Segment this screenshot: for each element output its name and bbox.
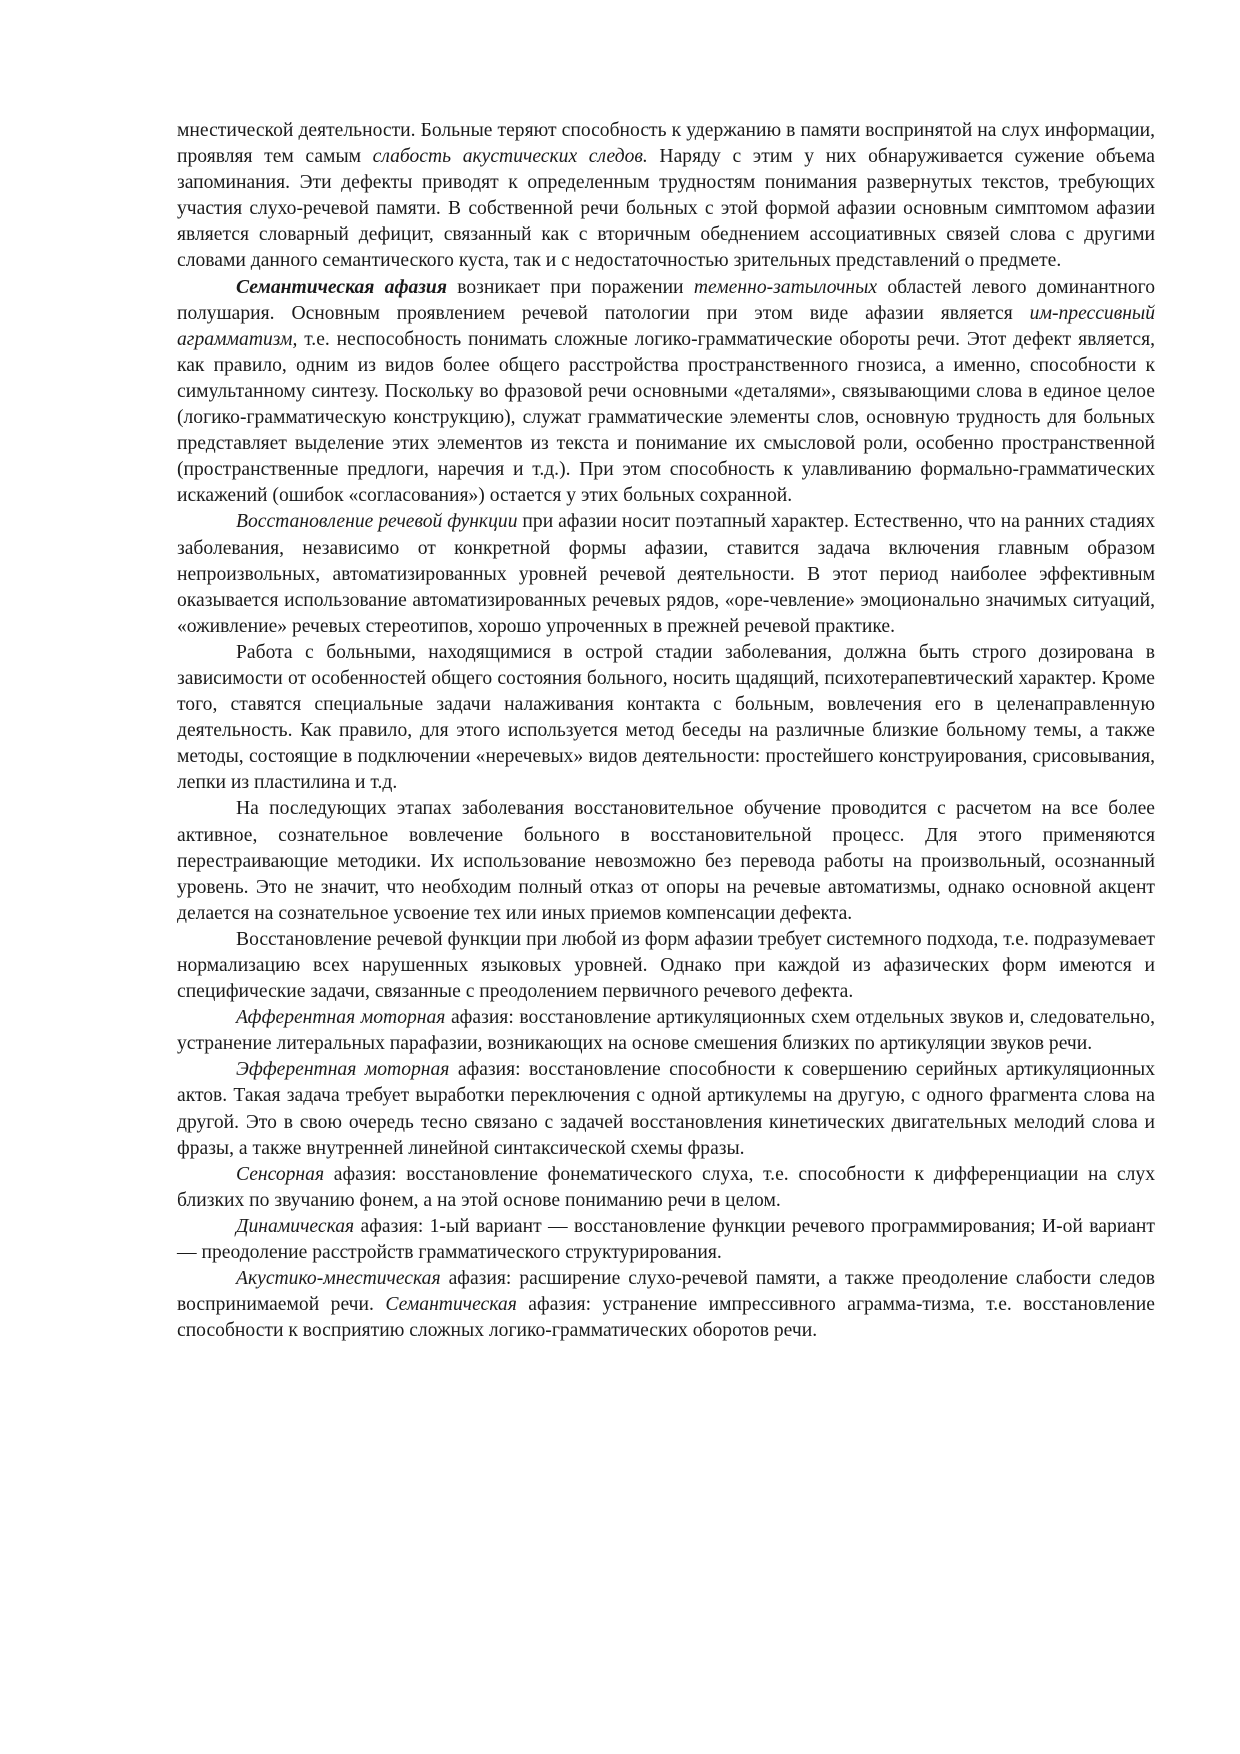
- italic-term: слабость акустических следов.: [372, 146, 648, 168]
- paragraph-1: [177, 118, 1155, 275]
- text-run: афазия: восстановление способности к совершению серийных артикуляционных актов. Такая задача требует выработки переключения с одной артикулемы на другую, с одного фрагмента слова на другой. Это в свою очередь тесно связано с задачей восстановления кинетических двигательных мелодий слова и фразы, а также внутренней линейной синтаксической схемы фразы.: [177, 1059, 1156, 1159]
- italic-term: Эфферентная моторная: [236, 1059, 450, 1081]
- italic-term: Восстановление речевой функции: [236, 511, 518, 533]
- paragraph-later-stages: На последующих этапах заболевания восстановительное обучение проводится с расчетом на все более активное, сознательное вовлечение больного в восстановительной процесс. Для этого применяются перестраивающие методики. Их использование невозможно без перевода работы на произвольный, осознанный уровень. Это не значит, что необходим полный отказ от опоры на речевые автоматизмы, однако основной акцент делается на сознательное усвоение тех или иных приемов компенсации дефекта.: [177, 798, 1155, 924]
- italic-term: Динамическая: [236, 1215, 355, 1237]
- paragraph-restoration: [177, 509, 1155, 639]
- text-run: афазия: устранение импрессивного аграмма-тизма, т.е. восстановление способности к восприятию сложных логико-грамматических оборотов речи.: [177, 1294, 1155, 1342]
- text-run: афазия: 1-ый вариант — восстановление функции речевого программирования; И-ой вариант— преодоление расстройств грамматического структурирования.: [177, 1215, 1155, 1264]
- paragraph-afferent-motor: [177, 1005, 1155, 1057]
- bold-italic-term: Семантическая афазия: [236, 276, 447, 298]
- paragraph-dynamic: [177, 1214, 1155, 1266]
- text-run: афазия: расширение слухо-речевой памяти, а также преодоление слабости следов воспринимаемой речи.: [177, 1268, 1155, 1316]
- italic-term: им-прессивный аграмматизм,: [177, 302, 1155, 350]
- italic-term: Афферентная моторная: [236, 1007, 446, 1029]
- italic-term: Семантическая: [385, 1294, 517, 1316]
- paragraph-systemic-approach: Восстановление речевой функции при любой из форм афазии требует системного подхода, т.е. подразумевает нормализацию всех нарушенных языковых уровней. Однако при каждой из афазических форм имеются и специфические задачи, связанные с преодолением первичного речевого дефекта.: [177, 928, 1155, 1003]
- paragraph-semantic-aphasia: [177, 275, 1155, 510]
- text-run: т.е. неспособность понимать сложные логико-грамматические обороты речи. Этот дефект является, как правило, одним из видов более общего расстройства пространственного гнозиса, а именно, способности к симультанному синтезу. Поскольку во фразовой речи основными «деталями», связывающими слова в единое целое (логико-грамматическую конструкцию), служат грамматические элементы слов, основную трудность для больных представляет выделение этих элементов из текста и понимание их смысловой роли, особенно пространственной (пространственные предлоги, наречия и т.д.). При этом способность к улавливанию формально-грамматических искажений (ошибок «согласования») остается у этих больных сохранной.: [177, 328, 1155, 507]
- text-run: афазия: восстановление фонематического слуха, т.е. способности к дифференциации на слух близких по звучанию фонем, а на этой основе пониманию речи в целом.: [177, 1163, 1155, 1211]
- paragraph-sensory: [177, 1162, 1155, 1214]
- paragraph-acoustic-mnestic: [177, 1266, 1155, 1344]
- text-run: возникает при поражении: [446, 276, 694, 298]
- text-run: областей левого доминантного полушария. Основным проявлением речевой патологии при этом виде афазии является: [177, 276, 1155, 324]
- italic-term: Сенсорная: [236, 1163, 325, 1185]
- text-run: Наряду с этим у них обнаруживается сужение объема запоминания. Эти дефекты приводят к определенным трудностям понимания развернутых текстов, требующих участия слухо-речевой памяти. В собственной речи больных с этой формой афазии основным симптомом афазии является словарный дефицит, связанный как с вторичным обеднением ассоциативных связей слова с другими словами данного семантического куста, так и с недостаточностью зрительных представлений о предмете.: [177, 146, 1155, 272]
- italic-term: теменно-затылочных: [693, 276, 878, 298]
- paragraph-efferent-motor: [177, 1057, 1155, 1161]
- paragraph-acute-stage: Работа с больными, находящимися в острой стадии заболевания, должна быть строго дозирована в зависимости от особенностей общего состояния больного, носить щадящий, психотерапевтический характер. Кроме того, ставятся специальные задачи налаживания контакта с больным, вовлечения его в целенаправленную деятельность. Как правило, для этого используется метод беседы на различные близкие больному темы, а также методы, состоящие в подключении «неречевых» видов деятельности: простейшего конструирования, срисовывания, лепки из пластилина и т.д.: [177, 641, 1155, 794]
- document-page: [177, 118, 1155, 1344]
- text-run: мнестической деятельности. Больные теряют способность к удержанию в памяти воспринятой на слух информации, проявляя тем самым: [177, 120, 1155, 168]
- italic-term: Акустико-мнестическая: [236, 1268, 441, 1290]
- text-run: афазия: восстановление артикуляционных схем отдельных звуков и, следовательно, устранение литеральных парафазии, возникающих на основе смешения близких по артикуляции звуков речи.: [177, 1007, 1155, 1055]
- text-run: при афазии носит поэтапный характер. Естественно, что на ранних стадиях заболевания, независимо от конкретной формы афазии, ставится задача включения главным образом непроизвольных, автоматизированных уровней речевой деятельности. В этот период наиболее эффективным оказывается использование автоматизированных речевых рядов, «оре-чевление» эмоционально значимых ситуаций, «оживление» речевых стереотипов, хорошо упроченных в прежней речевой практике.: [177, 511, 1155, 637]
